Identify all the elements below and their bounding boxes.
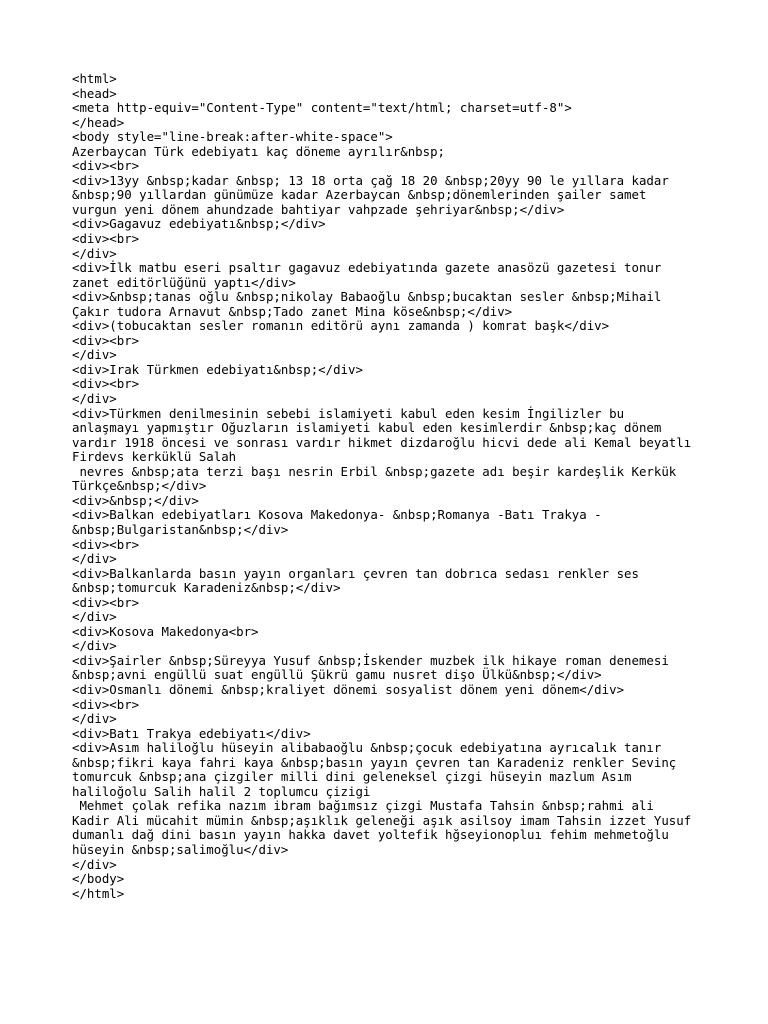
text-line: </div> [72, 391, 117, 407]
text-line: <html> [72, 71, 117, 86]
text-line: </div> [72, 638, 117, 654]
text-line: vardır 1918 öncesi ve sonrası vardır hikmet dizdaroğlu hicvi dede ali Kemal beyatlı [72, 434, 692, 450]
text-line: <div><br> [72, 231, 140, 247]
text-line: tomurcuk &nbsp;ana çizgiler milli dini geleneksel çizgi hüseyin mazlum Asım [72, 769, 632, 785]
text-line: hüseyin &nbsp;salimoğlu</div> [72, 841, 289, 857]
text-line: zanet editörlüğünü yaptı</div> [72, 274, 296, 290]
text-line: </div> [72, 856, 117, 872]
text-line: <div>&nbsp;tanas oğlu &nbsp;nikolay Babaoğlu &nbsp;bucaktan sesler &nbsp;Mihail [72, 289, 662, 305]
text-line: <div><br> [72, 332, 140, 348]
text-line: </div> [72, 609, 117, 625]
text-line: Firdevs kerküklü Salah [72, 449, 237, 465]
text-line: <div>İlk matbu eseri psaltır gagavuz edebiyatında gazete anasözü gazetesi tonur [72, 260, 662, 276]
text-line: </div> [72, 711, 117, 727]
text-line: <div>Balkanlarda basın yayın organları çevren tan dobrıca sedası renkler ses [72, 565, 639, 581]
text-line: haliloğolu Salih halil 2 toplumcu çizigi [72, 783, 371, 799]
text-line: <div><br> [72, 594, 140, 610]
text-line: <div>(tobucaktan sesler romanın editörü aynı zamanda ) komrat başk</div> [72, 318, 610, 334]
text-line: <div>Asım haliloğlu hüseyin alibabaoğlu &nbsp;çocuk edebiyatına ayrıcalık tanır [72, 740, 662, 756]
text-line: dumanlı dağ dini basın yayın hakka davet yoltefik hğseyionopluı fehim mehmetoğlu [72, 827, 669, 843]
text-line: <head> [72, 85, 117, 101]
text-line: Çakır tudora Arnavut &nbsp;Tado zanet Mina köse&nbsp;</div> [72, 303, 513, 319]
text-line: </div> [72, 245, 117, 261]
text-line: </div> [72, 551, 117, 567]
text-line: <div><br> [72, 376, 140, 392]
text-line: &nbsp;tomurcuk Karadeniz&nbsp;</div> [72, 580, 341, 596]
text-line: <div><br> [72, 158, 140, 174]
text-line: &nbsp;avni engüllü suat engüllü Şükrü gamu nusret dişo Ülkü&nbsp;</div> [72, 667, 602, 683]
text-line: <meta http-equiv="Content-Type" content="text/html; charset=utf-8"> [72, 100, 572, 116]
text-line: nevres &nbsp;ata terzi başı nesrin Erbil &nbsp;gazete adı beşir kardeşlik Kerkük [72, 463, 677, 479]
text-line: <div>Batı Trakya edebiyatı</div> [72, 725, 311, 741]
document-body [72, 72, 712, 901]
text-line: Kadir Ali mücahit mümin &nbsp;aşıklık geleneği aşık asilsoy imam Tahsin izzet Yusuf [72, 812, 692, 828]
text-line: <div>Balkan edebiyatları Kosova Makedonya- &nbsp;Romanya -Batı Trakya - [72, 507, 602, 523]
text-line: <div>&nbsp;</div> [72, 492, 199, 508]
text-line: Mehmet çolak refika nazım ibram bağımsız çizgi Mustafa Tahsin &nbsp;rahmi ali [72, 798, 654, 814]
text-line: <div>Kosova Makedonya<br> [72, 623, 259, 639]
text-line: vurgun yeni dönem ahundzade bahtiyar vahpzade şehriyar&nbsp;</div> [72, 201, 565, 217]
text-line: <div>Şairler &nbsp;Süreyya Yusuf &nbsp;İskender muzbek ilk hikaye roman denemesi [72, 652, 669, 668]
text-line: <body style="line-break:after-white-space"> [72, 129, 393, 145]
text-line: </head> [72, 114, 125, 130]
text-line: &nbsp;fikri kaya fahri kaya &nbsp;basın yayın çevren tan Karadeniz renkler Sevinç [72, 754, 677, 770]
text-line: <div><br> [72, 696, 140, 712]
text-line: <div><br> [72, 536, 140, 552]
text-line: &nbsp;Bulgaristan&nbsp;</div> [72, 521, 289, 537]
text-line: <div>Osmanlı dönemi &nbsp;kraliyet dönemi sosyalist dönem yeni dönem</div> [72, 681, 625, 697]
text-line: &nbsp;90 yıllardan günümüze kadar Azerbaycan &nbsp;dönemlerinden şailer samet [72, 187, 647, 203]
text-line: anlaşmayı yapmıştır Oğuzların islamiyeti kabul eden kesimlerdir &nbsp;kaç dönem [72, 420, 662, 436]
text-line: <div>Irak Türkmen edebiyatı&nbsp;</div> [72, 361, 363, 377]
text-line: <div>Türkmen denilmesinin sebebi islamiyeti kabul eden kesim İngilizler bu [72, 405, 625, 421]
text-line: </html> [72, 885, 125, 901]
text-line: <div>13yy &nbsp;kadar &nbsp; 13 18 orta çağ 18 20 &nbsp;20yy 90 le yıllara kadar [72, 172, 669, 188]
text-line: </div> [72, 347, 117, 363]
text-line: </body> [72, 871, 125, 887]
text-line: <div>Gagavuz edebiyatı&nbsp;</div> [72, 216, 326, 232]
text-line: Türkçe&nbsp;</div> [72, 478, 207, 494]
text-line: Azerbaycan Türk edebiyatı kaç döneme ayrılır&nbsp; [72, 143, 445, 159]
